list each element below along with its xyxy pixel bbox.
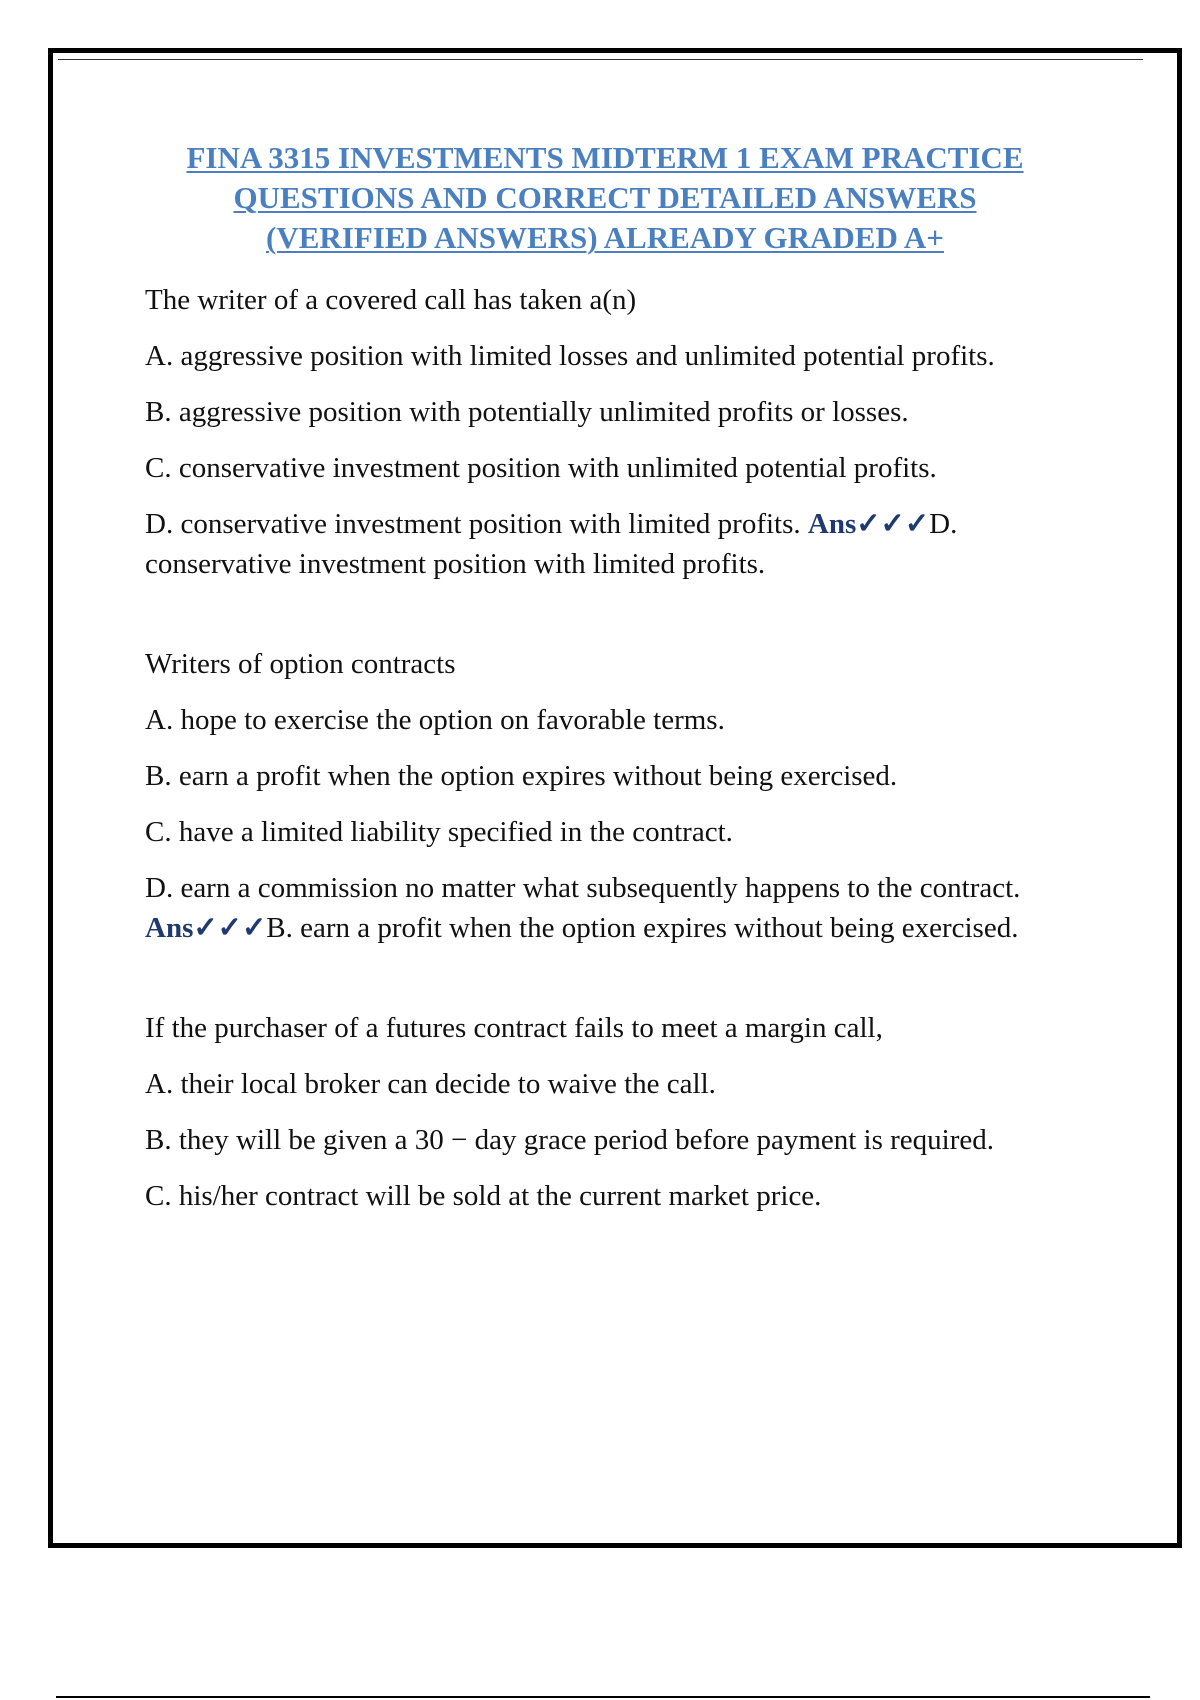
option-d-with-answer	[145, 868, 1065, 948]
question-3	[145, 1008, 1065, 1216]
option-d-with-answer	[145, 504, 1065, 584]
option-d: D. conservative investment position with limited profits.	[145, 508, 808, 540]
title-line-3: (VERIFIED ANSWERS) ALREADY GRADED A+	[266, 220, 944, 255]
option-a: A. aggressive position with limited losses and unlimited potential profits.	[145, 340, 995, 372]
option-a: A. their local broker can decide to waive the call.	[145, 1068, 716, 1100]
option-c: C. conservative investment position with unlimited potential profits.	[145, 452, 937, 484]
top-rule-line	[58, 59, 1143, 60]
answer-text: D. conservative investment position with limited profits.	[145, 508, 958, 580]
bottom-rule-line	[56, 1696, 1150, 1698]
option-c: C. his/her contract will be sold at the current market price.	[145, 1180, 822, 1212]
answer-label: Ans✓✓✓	[807, 508, 930, 540]
answer-label: Ans✓✓✓	[145, 912, 267, 944]
document-title	[145, 138, 1065, 258]
document-content	[145, 138, 1065, 1216]
answer-text: B. earn a profit when the option expires without being exercised.	[266, 912, 1019, 944]
option-c: C. have a limited liability specified in the contract.	[145, 816, 733, 848]
title-line-1: FINA 3315 INVESTMENTS MIDTERM 1 EXAM PRACTICE	[186, 140, 1024, 175]
question-stem: Writers of option contracts	[145, 648, 456, 680]
option-b: B. aggressive position with potentially unlimited profits or losses.	[145, 396, 909, 428]
option-b: B. they will be given a 30 − day grace period before payment is required.	[145, 1124, 995, 1156]
question-stem: The writer of a covered call has taken a(n)	[145, 284, 637, 316]
question-stem: If the purchaser of a futures contract fails to meet a margin call,	[145, 1012, 883, 1044]
option-d: D. earn a commission no matter what subsequently happens to the contract.	[145, 872, 1021, 904]
question-2	[145, 644, 1065, 948]
title-line-2: QUESTIONS AND CORRECT DETAILED ANSWERS	[233, 180, 977, 215]
option-b: B. earn a profit when the option expires without being exercised.	[145, 760, 898, 792]
option-a: A. hope to exercise the option on favorable terms.	[145, 704, 725, 736]
question-1	[145, 280, 1065, 584]
